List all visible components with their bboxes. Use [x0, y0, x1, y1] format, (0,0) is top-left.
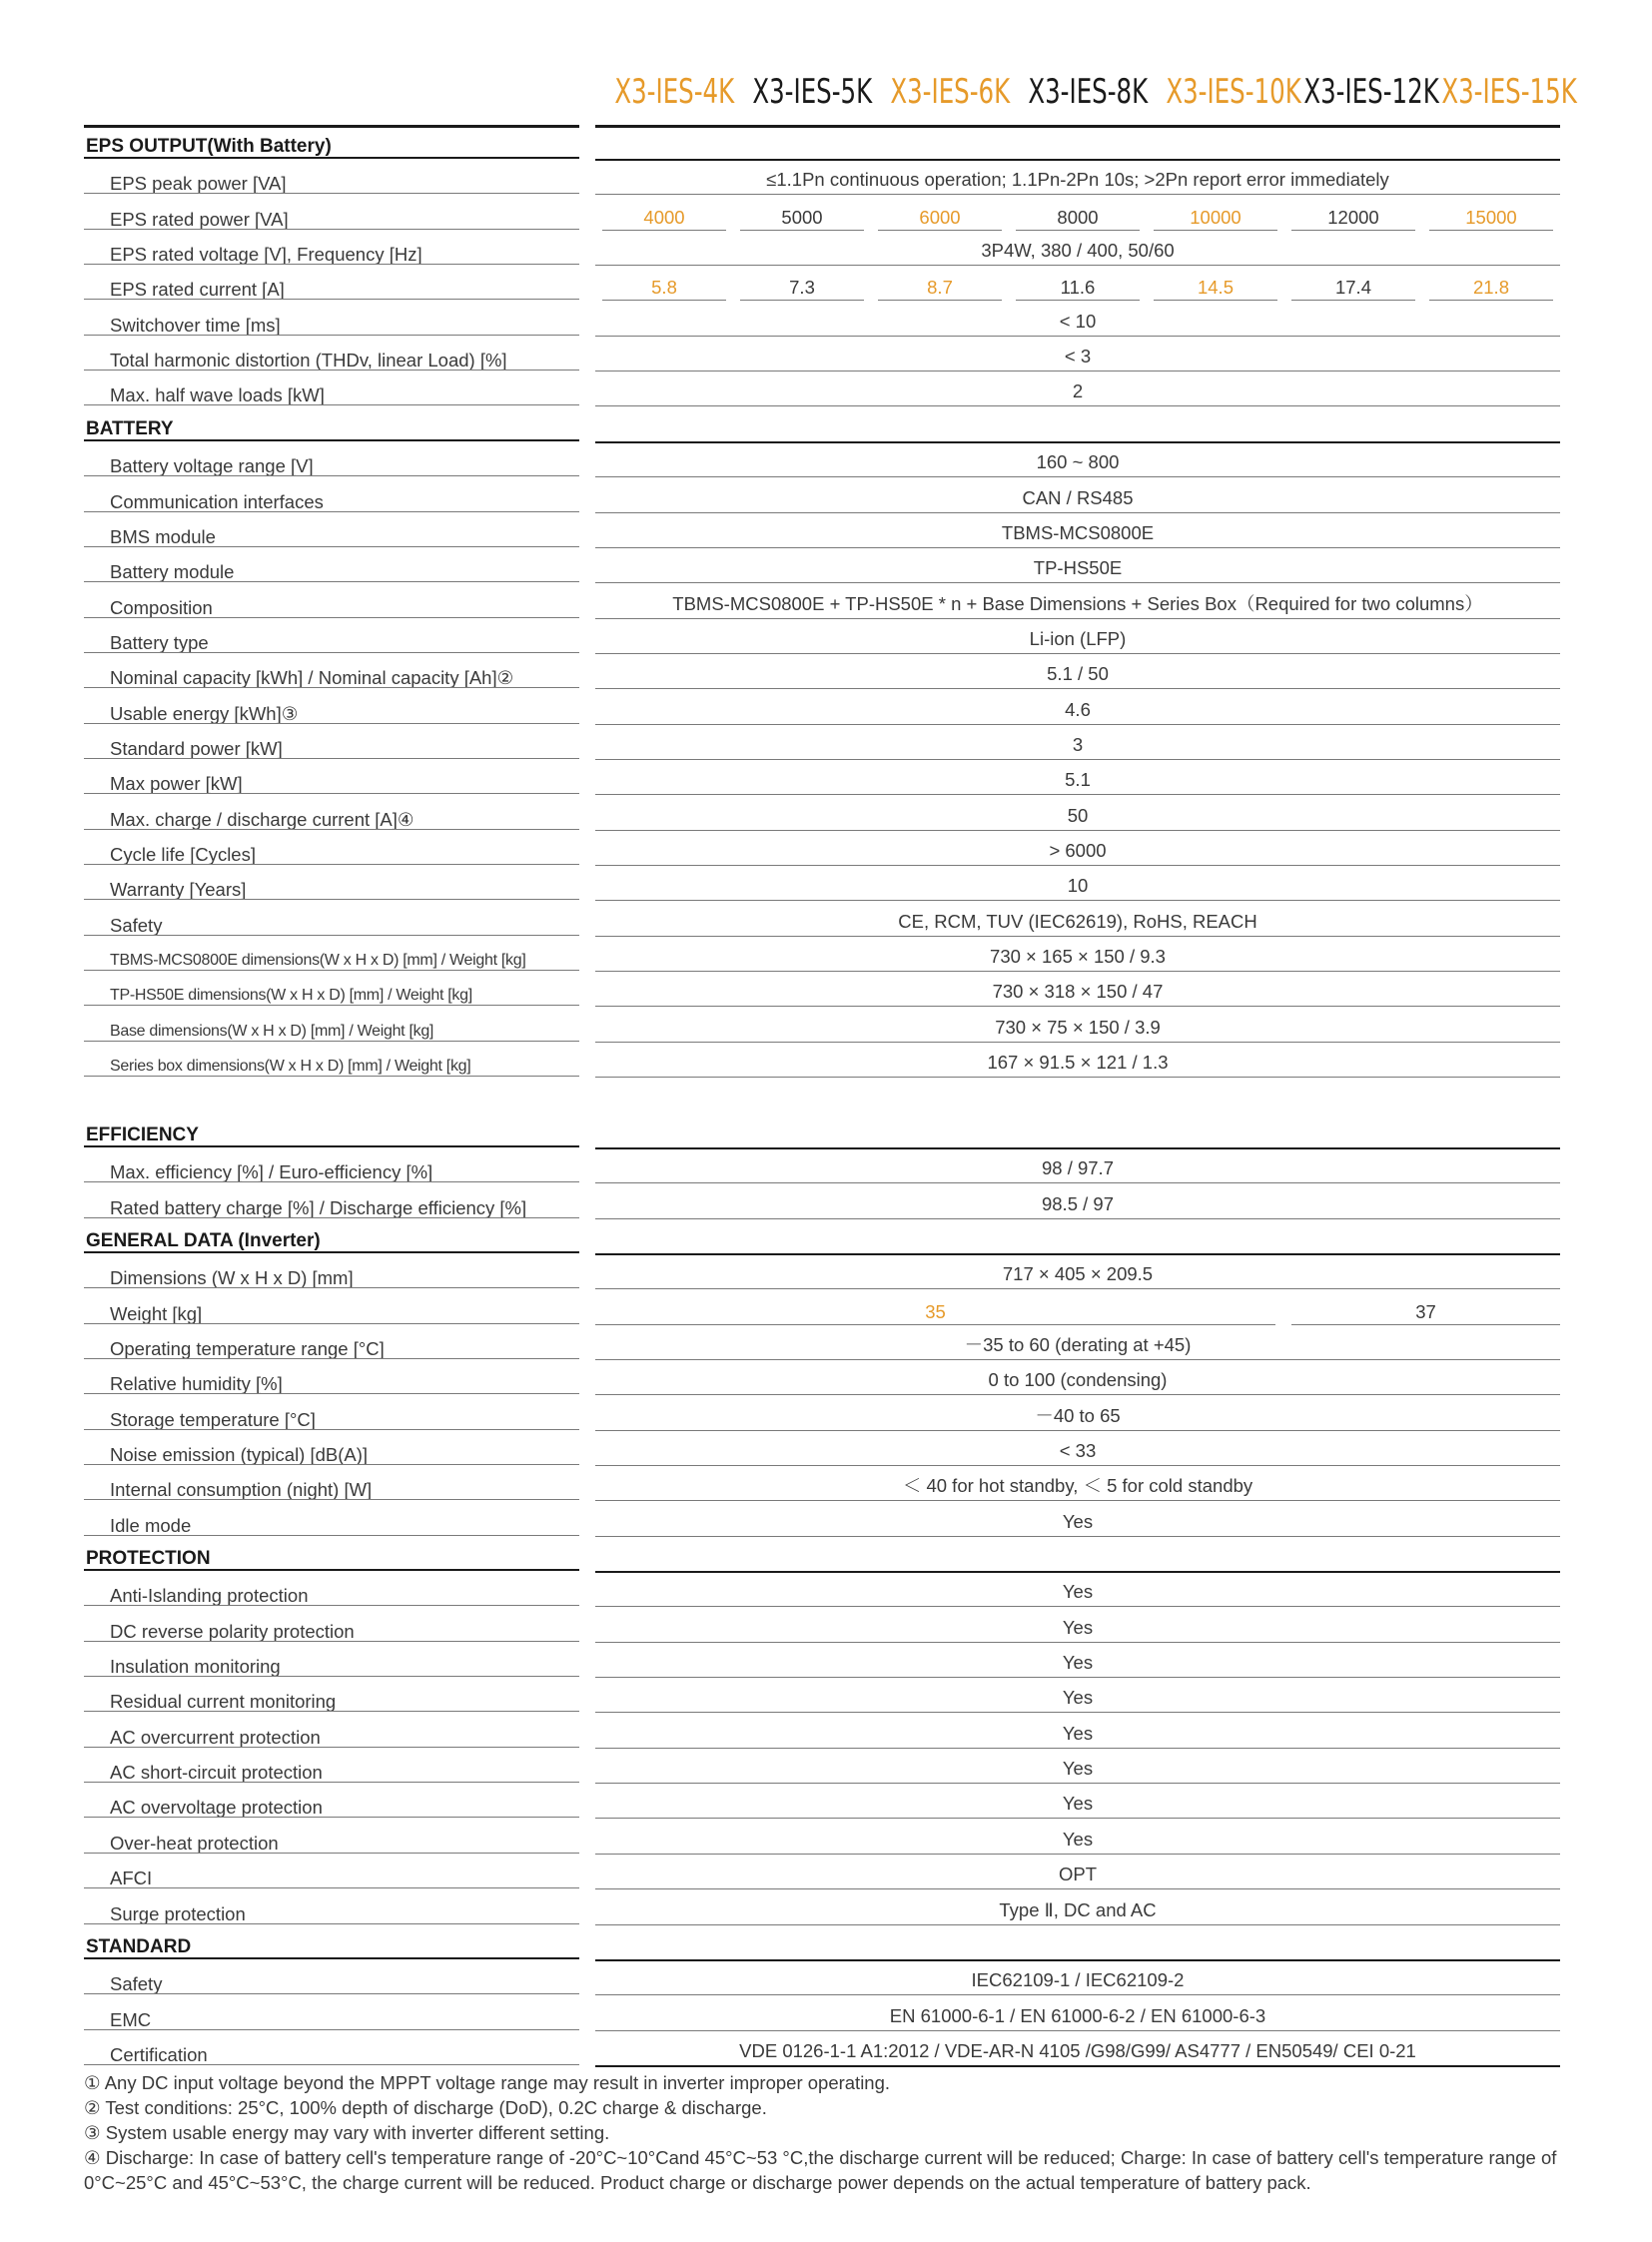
spec-label: Standard power [kW] — [84, 725, 579, 759]
spec-label: Storage temperature [°C] — [84, 1396, 579, 1430]
spec-row — [0, 513, 1652, 548]
spec-label: EPS rated voltage [V], Frequency [Hz] — [84, 231, 579, 265]
footnote-4: ④ Discharge: In case of battery cell's temperature range of -20°C~10°Cand 45°C~53 °C,the discharge current will be reduced; Charge: In case of battery cell's temperature range of 0°C~25°C and 45°C~53°C, the charge current will be reduced. Product charge or discharge power depends on the actual temperature of battery pack. — [84, 2147, 1557, 2193]
spec-value-cell: 11.6 — [1016, 266, 1140, 301]
spec-value-cell: 37 — [1291, 1290, 1560, 1325]
spec-label: EPS peak power [VA] — [84, 160, 579, 194]
spec-label: Over-heat protection — [84, 1820, 579, 1854]
spec-row — [0, 1855, 1652, 1889]
spec-row — [0, 1184, 1652, 1219]
spec-value-cell: 5000 — [740, 196, 864, 231]
spec-row — [0, 796, 1652, 831]
spec-row — [0, 478, 1652, 513]
spec-value: IEC62109-1 / IEC62109-2 — [595, 1960, 1560, 1995]
spec-row — [0, 760, 1652, 795]
spec-row — [0, 196, 1652, 231]
spec-label: Operating temperature range [°C] — [84, 1325, 579, 1359]
spec-value: Yes — [595, 1714, 1560, 1749]
spec-value: Yes — [595, 1608, 1560, 1643]
spec-row — [0, 619, 1652, 654]
section-header — [0, 1219, 1652, 1254]
section-rule — [595, 125, 1560, 161]
spec-value: CE, RCM, TUV (IEC62619), RoHS, REACH — [595, 902, 1560, 937]
spec-label: Composition — [84, 584, 579, 618]
spec-value-cell: 35 — [595, 1290, 1275, 1325]
model-name: X3-IES-4K — [614, 72, 735, 112]
spec-value: 0 to 100 (condensing) — [595, 1360, 1560, 1395]
spec-row — [0, 1820, 1652, 1855]
spec-value-cell: 5.8 — [602, 266, 726, 301]
spec-value: Yes — [595, 1678, 1560, 1713]
section-title: STANDARD — [84, 1925, 579, 1959]
spec-row — [0, 548, 1652, 583]
spec-label: AC overcurrent protection — [84, 1714, 579, 1748]
spec-value: 167 × 91.5 × 121 / 1.3 — [595, 1043, 1560, 1078]
spec-value: Yes — [595, 1502, 1560, 1537]
footnote-1: ① Any DC input voltage beyond the MPPT voltage range may result in inverter improper operating. — [84, 2072, 891, 2093]
spec-value-cell: 14.5 — [1154, 266, 1277, 301]
spec-label: Noise emission (typical) [dB(A)] — [84, 1431, 579, 1465]
spec-value: TBMS-MCS0800E + TP-HS50E * n + Base Dimensions + Series Box（Required for two columns） — [595, 584, 1560, 619]
spec-value: EN 61000-6-1 / EN 61000-6-2 / EN 61000-6-3 — [595, 1996, 1560, 2031]
spec-value: －35 to 60 (derating at +45) — [595, 1325, 1560, 1360]
spec-value: Yes — [595, 1749, 1560, 1784]
section-title: PROTECTION — [84, 1537, 579, 1571]
spec-value: Yes — [595, 1572, 1560, 1607]
section-rule — [595, 1114, 1560, 1149]
spec-row — [0, 1890, 1652, 1925]
spec-label: Weight [kg] — [84, 1290, 579, 1324]
spec-label: Battery voltage range [V] — [84, 442, 579, 476]
spec-label: Certification — [84, 2031, 579, 2065]
spec-value: > 6000 — [595, 831, 1560, 866]
section-header — [0, 1925, 1652, 1960]
spec-row — [0, 372, 1652, 406]
spec-label: Residual current monitoring — [84, 1678, 579, 1712]
spec-value: < 33 — [595, 1431, 1560, 1466]
section-title: GENERAL DATA (Inverter) — [84, 1219, 579, 1253]
spec-label: Series box dimensions(W x H x D) [mm] / Weight [kg] — [84, 1043, 579, 1077]
spec-row — [0, 1325, 1652, 1360]
spec-row — [0, 160, 1652, 195]
spec-label: Safety — [84, 902, 579, 936]
model-name: X3-IES-10K — [1166, 72, 1301, 112]
model-name: X3-IES-8K — [1028, 72, 1149, 112]
footnote-2: ② Test conditions: 25°C, 100% depth of discharge (DoD), 0.2C charge & discharge. — [84, 2097, 767, 2118]
spec-value: ＜ 40 for hot standby, ＜ 5 for cold standby — [595, 1466, 1560, 1501]
spec-row — [0, 1254, 1652, 1289]
spec-value-cell: 17.4 — [1291, 266, 1415, 301]
spec-row — [0, 1502, 1652, 1537]
spec-value: OPT — [595, 1855, 1560, 1889]
spec-value: 98.5 / 97 — [595, 1184, 1560, 1219]
section-title: BATTERY — [84, 407, 579, 441]
spec-row — [0, 1714, 1652, 1749]
table-bottom-rule — [595, 2065, 1560, 2067]
spec-value: VDE 0126-1-1 A1:2012 / VDE-AR-N 4105 /G98/G99/ AS4777 / EN50549/ CEI 0-21 — [595, 2031, 1560, 2066]
spec-value: Yes — [595, 1820, 1560, 1855]
spec-row — [0, 1290, 1652, 1325]
spec-label: Max. half wave loads [kW] — [84, 372, 579, 405]
spec-value-cell: 8.7 — [878, 266, 1002, 301]
spec-row — [0, 266, 1652, 301]
spec-value: TBMS-MCS0800E — [595, 513, 1560, 548]
section-header — [0, 1114, 1652, 1148]
model-name: X3-IES-5K — [752, 72, 873, 112]
spec-row — [0, 1784, 1652, 1819]
spec-label: Internal consumption (night) [W] — [84, 1466, 579, 1500]
spec-value: < 10 — [595, 302, 1560, 337]
spec-value: 50 — [595, 796, 1560, 831]
spec-value-cell: 12000 — [1291, 196, 1415, 231]
spec-row — [0, 1466, 1652, 1501]
spec-row — [0, 1749, 1652, 1784]
spec-label: Anti-Islanding protection — [84, 1572, 579, 1606]
spec-value: 730 × 165 × 150 / 9.3 — [595, 937, 1560, 972]
spec-value: －40 to 65 — [595, 1396, 1560, 1431]
spec-row — [0, 337, 1652, 372]
spec-value-cell: 21.8 — [1429, 266, 1553, 301]
spec-row — [0, 302, 1652, 337]
spec-row — [0, 654, 1652, 689]
spec-label: Rated battery charge [%] / Discharge efficiency [%] — [84, 1184, 579, 1218]
spec-row — [0, 902, 1652, 937]
spec-label: Safety — [84, 1960, 579, 1994]
section-header — [0, 407, 1652, 442]
spec-value-cell: 10000 — [1154, 196, 1277, 231]
spec-row — [0, 584, 1652, 619]
footnotes — [84, 2070, 1592, 2195]
spec-value-cell: 6000 — [878, 196, 1002, 231]
spec-value: 3P4W, 380 / 400, 50/60 — [595, 231, 1560, 266]
spec-label: AC overvoltage protection — [84, 1784, 579, 1818]
spec-row — [0, 1572, 1652, 1607]
spec-label: Max. efficiency [%] / Euro-efficiency [%] — [84, 1148, 579, 1182]
spec-label: Idle mode — [84, 1502, 579, 1536]
spec-value: Yes — [595, 1643, 1560, 1678]
spec-label: EPS rated current [A] — [84, 266, 579, 300]
section-title: EPS OUTPUT(With Battery) — [84, 125, 579, 159]
spec-value: 160 ~ 800 — [595, 442, 1560, 477]
spec-label: Insulation monitoring — [84, 1643, 579, 1677]
spec-label: Dimensions (W x H x D) [mm] — [84, 1254, 579, 1288]
model-name: X3-IES-6K — [890, 72, 1011, 112]
spec-value: < 3 — [595, 337, 1560, 372]
section-header — [0, 1537, 1652, 1572]
spec-row — [0, 1678, 1652, 1713]
spec-value: 3 — [595, 725, 1560, 760]
spec-value: CAN / RS485 — [595, 478, 1560, 513]
spec-value: 730 × 318 × 150 / 47 — [595, 972, 1560, 1007]
spec-value-cell: 8000 — [1016, 196, 1140, 231]
spec-row — [0, 1043, 1652, 1078]
spec-value: 717 × 405 × 209.5 — [595, 1254, 1560, 1289]
spec-label: AC short-circuit protection — [84, 1749, 579, 1783]
spec-label: Warranty [Years] — [84, 866, 579, 900]
spec-row — [0, 972, 1652, 1007]
spec-value: 4.6 — [595, 690, 1560, 725]
spec-value: Type Ⅱ, DC and AC — [595, 1890, 1560, 1925]
model-header — [595, 72, 1577, 126]
section-rule — [595, 407, 1560, 443]
spec-value: 10 — [595, 866, 1560, 901]
spec-label: Nominal capacity [kWh] / Nominal capacity [Ah]② — [84, 654, 579, 688]
spec-label: Base dimensions(W x H x D) [mm] / Weight [kg] — [84, 1008, 579, 1042]
spec-value: Yes — [595, 1784, 1560, 1819]
spec-row — [0, 725, 1652, 760]
spec-label: DC reverse polarity protection — [84, 1608, 579, 1642]
spec-label: EMC — [84, 1996, 579, 2030]
spec-value: 98 / 97.7 — [595, 1148, 1560, 1183]
spec-label: AFCI — [84, 1855, 579, 1888]
spec-row — [0, 1008, 1652, 1043]
spec-row — [0, 1148, 1652, 1183]
spec-row — [0, 1396, 1652, 1431]
spec-value: 730 × 75 × 150 / 3.9 — [595, 1008, 1560, 1043]
spec-label: Switchover time [ms] — [84, 302, 579, 336]
spec-label: TP-HS50E dimensions(W x H x D) [mm] / Weight [kg] — [84, 972, 579, 1006]
spec-label: Communication interfaces — [84, 478, 579, 512]
spec-label: Surge protection — [84, 1890, 579, 1924]
spec-value-cell: 7.3 — [740, 266, 864, 301]
spec-label: BMS module — [84, 513, 579, 547]
spec-row — [0, 690, 1652, 725]
spec-row — [0, 1608, 1652, 1643]
spec-row — [0, 2031, 1652, 2066]
spec-row — [0, 1431, 1652, 1466]
section-rule — [595, 1219, 1560, 1255]
spec-value: 5.1 — [595, 760, 1560, 795]
spec-label: Max power [kW] — [84, 760, 579, 794]
model-name: X3-IES-15K — [1441, 72, 1577, 112]
section-rule — [595, 1925, 1560, 1961]
spec-value: ≤1.1Pn continuous operation; 1.1Pn-2Pn 10s; >2Pn report error immediately — [595, 160, 1560, 195]
spec-row — [0, 866, 1652, 901]
spec-value: 2 — [595, 372, 1560, 406]
footnote-3: ③ System usable energy may vary with inverter different setting. — [84, 2122, 610, 2143]
spec-row — [0, 1643, 1652, 1678]
spec-label: Max. charge / discharge current [A]④ — [84, 796, 579, 830]
spec-label: Battery module — [84, 548, 579, 582]
spec-value: Li-ion (LFP) — [595, 619, 1560, 654]
spec-value: 5.1 / 50 — [595, 654, 1560, 689]
spec-row — [0, 937, 1652, 972]
spec-row — [0, 831, 1652, 866]
spec-label: TBMS-MCS0800E dimensions(W x H x D) [mm] / Weight [kg] — [84, 937, 579, 971]
spec-value-cell: 15000 — [1429, 196, 1553, 231]
spec-label: Relative humidity [%] — [84, 1360, 579, 1394]
spec-label: Total harmonic distortion (THDv, linear Load) [%] — [84, 337, 579, 371]
model-name: X3-IES-12K — [1303, 72, 1439, 112]
section-header — [0, 125, 1652, 160]
spec-label: Cycle life [Cycles] — [84, 831, 579, 865]
spec-label: EPS rated power [VA] — [84, 196, 579, 230]
spec-row — [0, 1996, 1652, 2031]
spec-row — [0, 1960, 1652, 1995]
spec-label: Battery type — [84, 619, 579, 653]
section-title: EFFICIENCY — [84, 1114, 579, 1147]
section-rule — [595, 1537, 1560, 1573]
spec-row — [0, 442, 1652, 477]
spec-label: Usable energy [kWh]③ — [84, 690, 579, 724]
spec-row — [0, 231, 1652, 266]
spec-row — [0, 1360, 1652, 1395]
spec-value: TP-HS50E — [595, 548, 1560, 583]
spec-value-cell: 4000 — [602, 196, 726, 231]
